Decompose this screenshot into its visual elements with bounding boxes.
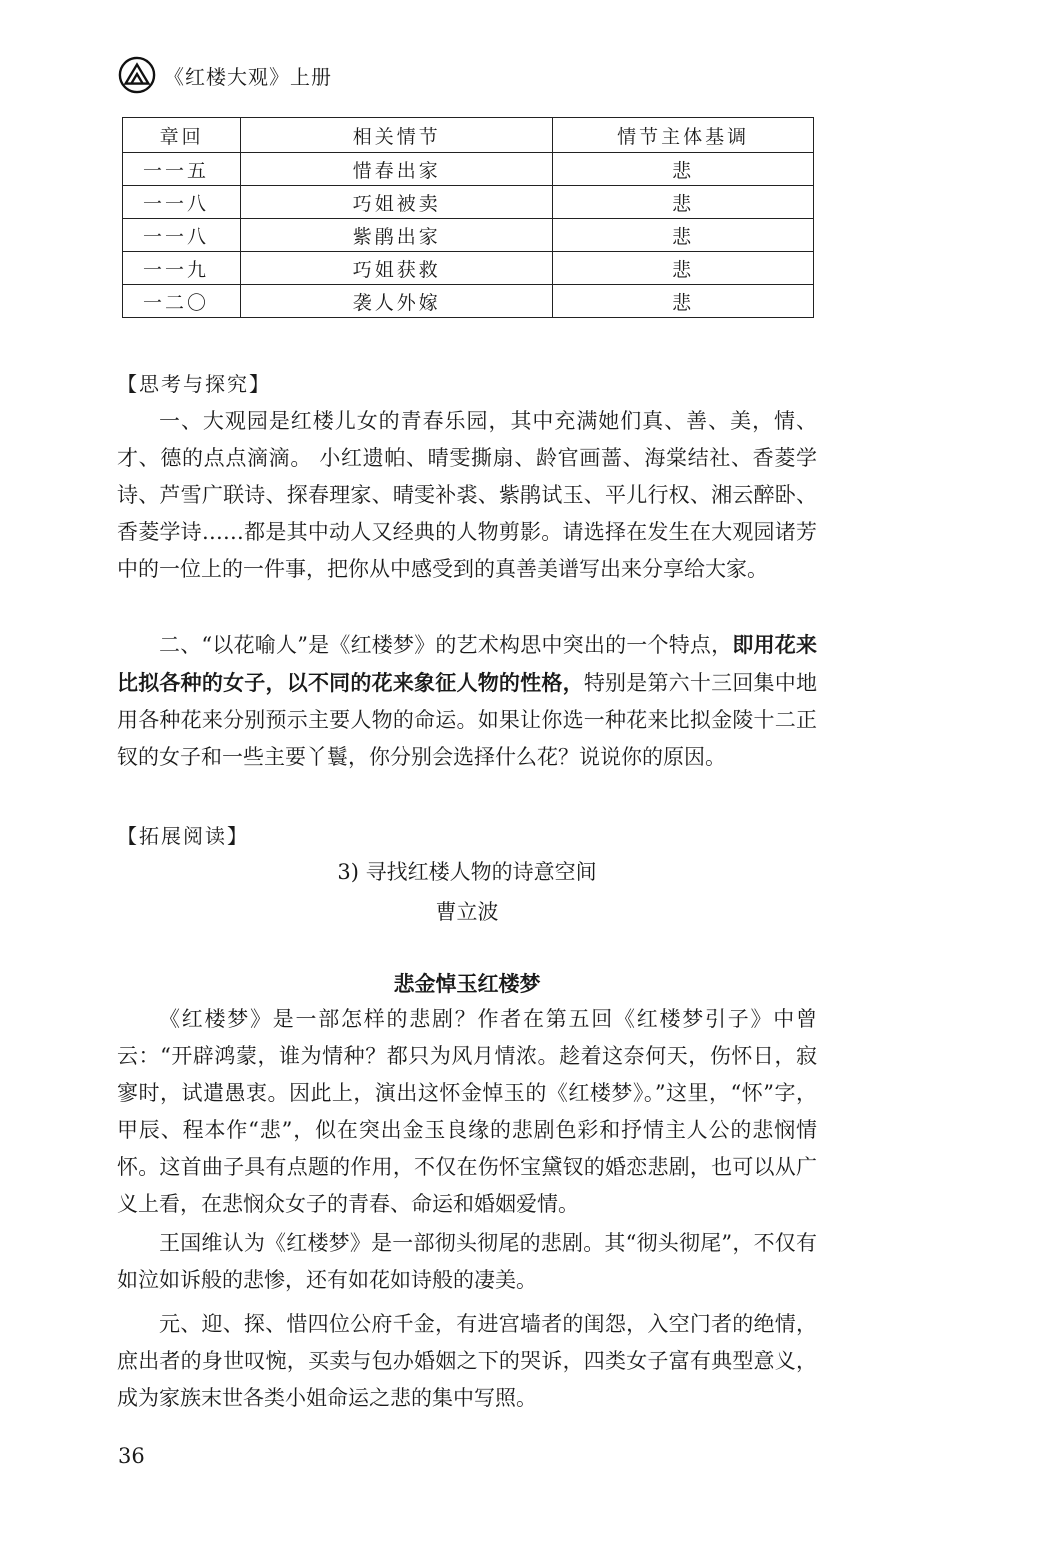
chapter-cell: 一二〇 (123, 285, 241, 318)
tone-cell: 悲 (553, 186, 814, 219)
column-header: 情节主体基调 (553, 118, 814, 153)
think-p2-text-end: 特别是第六十三回集中地用各种花来分别预示主要人物的命运。如果让你选一种花来比拟金陵十二正钗的女子和一些主要丫鬟，你分别会选择什么花？说说你的原因。 (117, 671, 817, 769)
think-p2-emphasis: 即用花来比拟各种的女子，以不同的花来象征人物的性格， (117, 632, 817, 695)
page-number: 36 (118, 1444, 145, 1468)
article-subtitle: 悲金悼玉红楼梦 (393, 971, 541, 996)
publisher-logo-icon (118, 56, 156, 94)
chapter-cell: 一一八 (123, 219, 241, 252)
think-p2-text: 二、“以花喻人”是《红楼梦》的艺术构思中突出的一个特点， (159, 633, 733, 657)
table-header-row (123, 118, 814, 153)
reading-section-label: 【拓展阅读】 (117, 824, 249, 848)
page-header (118, 56, 332, 94)
table-row (123, 186, 814, 219)
chapter-cell: 一一九 (123, 252, 241, 285)
table-row (123, 219, 814, 252)
article-author: 曹立波 (435, 900, 499, 924)
plot-cell: 巧姐被卖 (241, 186, 553, 219)
reading-paragraph-3: 元、迎、探、惜四位公府千金，有进宫墙者的闺怨，入空门者的绝情，庶出者的身世叹惋，买卖与包办婚姻之下的哭诉，四类女子富有典型意义，成为家族末世各类小姐命运之悲的集中写照。 (117, 1312, 817, 1410)
think-section-label: 【思考与探究】 (117, 372, 271, 396)
column-header: 章回 (123, 118, 241, 153)
chapter-cell: 一一五 (123, 153, 241, 186)
reading-paragraph-1: 《红楼梦》是一部怎样的悲剧？作者在第五回《红楼梦引子》中曾云：“开辟鸿蒙，谁为情种？都只为风月情浓。趁着这奈何天，伤怀日，寂寥时，试遣愚衷。因此上，演出这怀金悼玉的《红楼梦》。”这里，“怀”字，甲辰、程本作“悲”，似在突出金玉良缘的悲剧色彩和抒情主人公的悲悯情怀。这首曲子具有点题的作用，不仅在伤怀宝黛钗的婚恋悲剧，也可以从广义上看，在悲悯众女子的青春、命运和婚姻爱情。 (117, 1007, 817, 1216)
table-row (123, 252, 814, 285)
think-paragraph-2 (117, 626, 817, 776)
plot-cell: 巧姐获救 (241, 252, 553, 285)
column-header: 相关情节 (241, 118, 553, 153)
tone-cell: 悲 (553, 153, 814, 186)
plot-cell: 紫鹃出家 (241, 219, 553, 252)
chapter-cell: 一一八 (123, 186, 241, 219)
reading-paragraph-2: 王国维认为《红楼梦》是一部彻头彻尾的悲剧。其“彻头彻尾”，不仅有如泣如诉般的悲惨，还有如花如诗般的凄美。 (117, 1231, 817, 1292)
tone-cell: 悲 (553, 219, 814, 252)
plot-table (122, 117, 814, 318)
plot-cell: 袭人外嫁 (241, 285, 553, 318)
tone-cell: 悲 (553, 285, 814, 318)
book-title: 《红楼大观》上册 (164, 64, 332, 89)
table-row (123, 285, 814, 318)
table-row (123, 153, 814, 186)
tone-cell: 悲 (553, 252, 814, 285)
plot-cell: 惜春出家 (241, 153, 553, 186)
article-title: 3) 寻找红楼人物的诗意空间 (337, 860, 597, 884)
think-paragraph-1: 一、大观园是红楼儿女的青春乐园，其中充满她们真、善、美，情、才、德的点点滴滴。 小红遗帕、晴雯撕扇、龄官画蔷、海棠结社、香菱学诗、芦雪广联诗、探春理家、晴雯补裘、紫鹃试玉、平儿行权、湘云醉卧、香菱学诗……都是其中动人又经典的人物剪影。请选择在发生在大观园诸芳中的一位上的一件事，把你从中感受到的真善美谱写出来分享给大家。 (117, 409, 817, 581)
